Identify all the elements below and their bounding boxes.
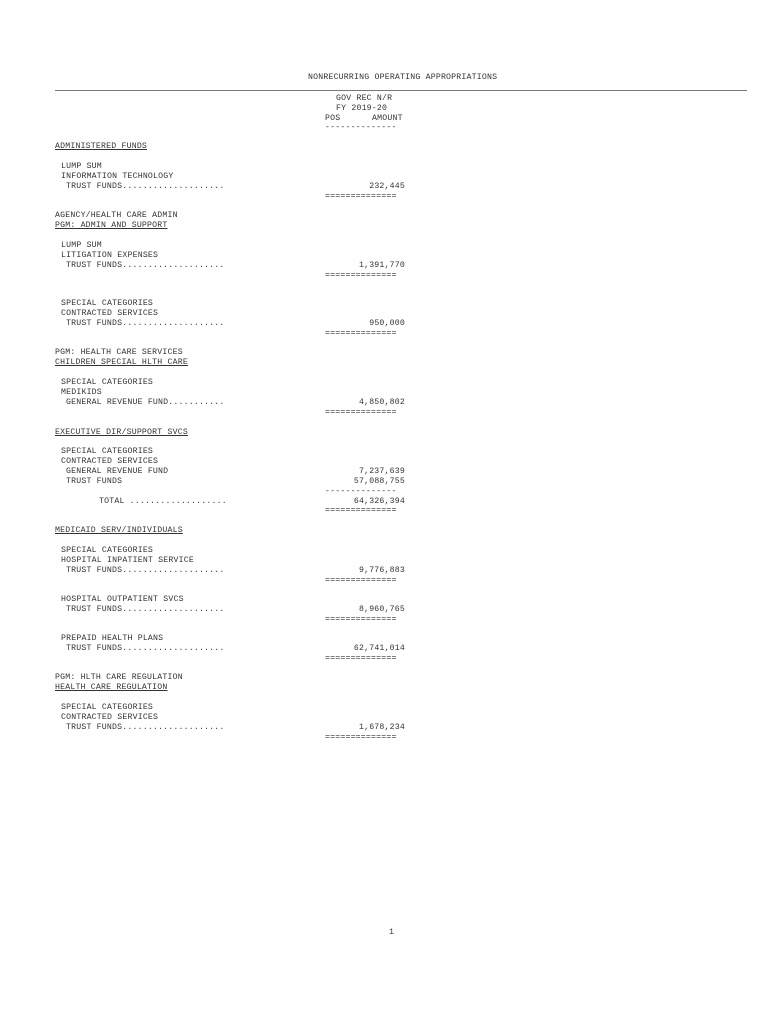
line-item-label: SPECIAL CATEGORIES	[61, 546, 154, 555]
double-rule: ==============	[325, 733, 397, 742]
amount-value: 9,776,883	[358, 566, 405, 575]
total-value: 64,326,394	[353, 497, 405, 506]
double-rule: ==============	[325, 408, 397, 417]
line-item-label: TRUST FUNDS....................	[66, 644, 225, 653]
line-item-label: CONTRACTED SERVICES	[61, 713, 159, 722]
line-item-label: TRUST FUNDS....................	[66, 261, 225, 270]
double-rule: ==============	[325, 271, 397, 280]
amount-value: 7,237,639	[358, 467, 405, 476]
line-item-label: PREPAID HEALTH PLANS	[61, 634, 164, 643]
line-item-label: LUMP SUM	[61, 162, 102, 171]
line-item-label: HOSPITAL OUTPATIENT SVCS	[61, 595, 184, 604]
line-item-label: SPECIAL CATEGORIES	[61, 378, 154, 387]
section-heading: CHILDREN SPECIAL HLTH CARE	[55, 358, 188, 367]
column-header-rule: --------------	[325, 123, 397, 132]
double-rule: ==============	[325, 615, 397, 624]
double-rule: ==============	[325, 654, 397, 663]
line-item-label: TRUST FUNDS	[66, 477, 123, 486]
line-item-label: CONTRACTED SERVICES	[61, 457, 159, 466]
line-item-label: SPECIAL CATEGORIES	[61, 447, 154, 456]
amount-value: 4,850,802	[358, 398, 405, 407]
line-item-label: TRUST FUNDS....................	[66, 723, 225, 732]
program-heading: PGM: HEALTH CARE SERVICES	[55, 348, 183, 357]
line-item-label: LITIGATION EXPENSES	[61, 251, 159, 260]
line-item-label: HOSPITAL INPATIENT SERVICE	[61, 556, 194, 565]
line-item-label: GENERAL REVENUE FUND...........	[66, 398, 225, 407]
page-title: NONRECURRING OPERATING APPROPRIATIONS	[308, 73, 498, 82]
line-item-label: INFORMATION TECHNOLOGY	[61, 172, 174, 181]
double-rule: ==============	[325, 506, 397, 515]
line-item-label: SPECIAL CATEGORIES	[61, 299, 154, 308]
amount-value: 8,960,765	[358, 605, 405, 614]
line-item-label: GENERAL REVENUE FUND	[66, 467, 169, 476]
line-item-label: MEDIKIDS	[61, 388, 102, 397]
line-item-label: TRUST FUNDS....................	[66, 566, 225, 575]
column-header-pos: POS	[325, 114, 341, 123]
line-item-label: LUMP SUM	[61, 241, 102, 250]
double-rule: ==============	[325, 329, 397, 338]
column-header-line1: GOV REC N/R	[336, 94, 393, 103]
section-heading: EXECUTIVE DIR/SUPPORT SVCS	[55, 428, 188, 437]
amount-value: 62,741,014	[353, 644, 405, 653]
column-header-line2: FY 2019-20	[336, 104, 388, 113]
column-header-amount: AMOUNT	[372, 114, 403, 123]
amount-value: 1,391,770	[358, 261, 405, 270]
amount-value: 1,678,234	[358, 723, 405, 732]
section-heading: AGENCY/HEALTH CARE ADMIN	[55, 211, 178, 220]
double-rule: ==============	[325, 576, 397, 585]
section-heading: ADMINISTERED FUNDS	[55, 142, 148, 151]
amount-value: 232,445	[369, 182, 405, 191]
amount-value: 57,088,755	[353, 477, 405, 486]
line-item-label: TRUST FUNDS....................	[66, 605, 225, 614]
line-item-label: SPECIAL CATEGORIES	[61, 703, 154, 712]
amount-value: 950,000	[369, 319, 405, 328]
line-item-label: TRUST FUNDS....................	[66, 319, 225, 328]
section-heading: MEDICAID SERV/INDIVIDUALS	[55, 526, 183, 535]
total-label: TOTAL ...................	[99, 497, 227, 506]
program-heading: PGM: HLTH CARE REGULATION	[55, 673, 183, 682]
page-number: 1	[389, 928, 395, 937]
line-item-label: TRUST FUNDS....................	[66, 182, 225, 191]
line-item-label: CONTRACTED SERVICES	[61, 309, 159, 318]
header-rule	[55, 90, 747, 91]
single-rule: --------------	[325, 487, 397, 496]
double-rule: ==============	[325, 192, 397, 201]
section-heading: HEALTH CARE REGULATION	[55, 683, 168, 692]
program-heading: PGM: ADMIN AND SUPPORT	[55, 221, 168, 230]
